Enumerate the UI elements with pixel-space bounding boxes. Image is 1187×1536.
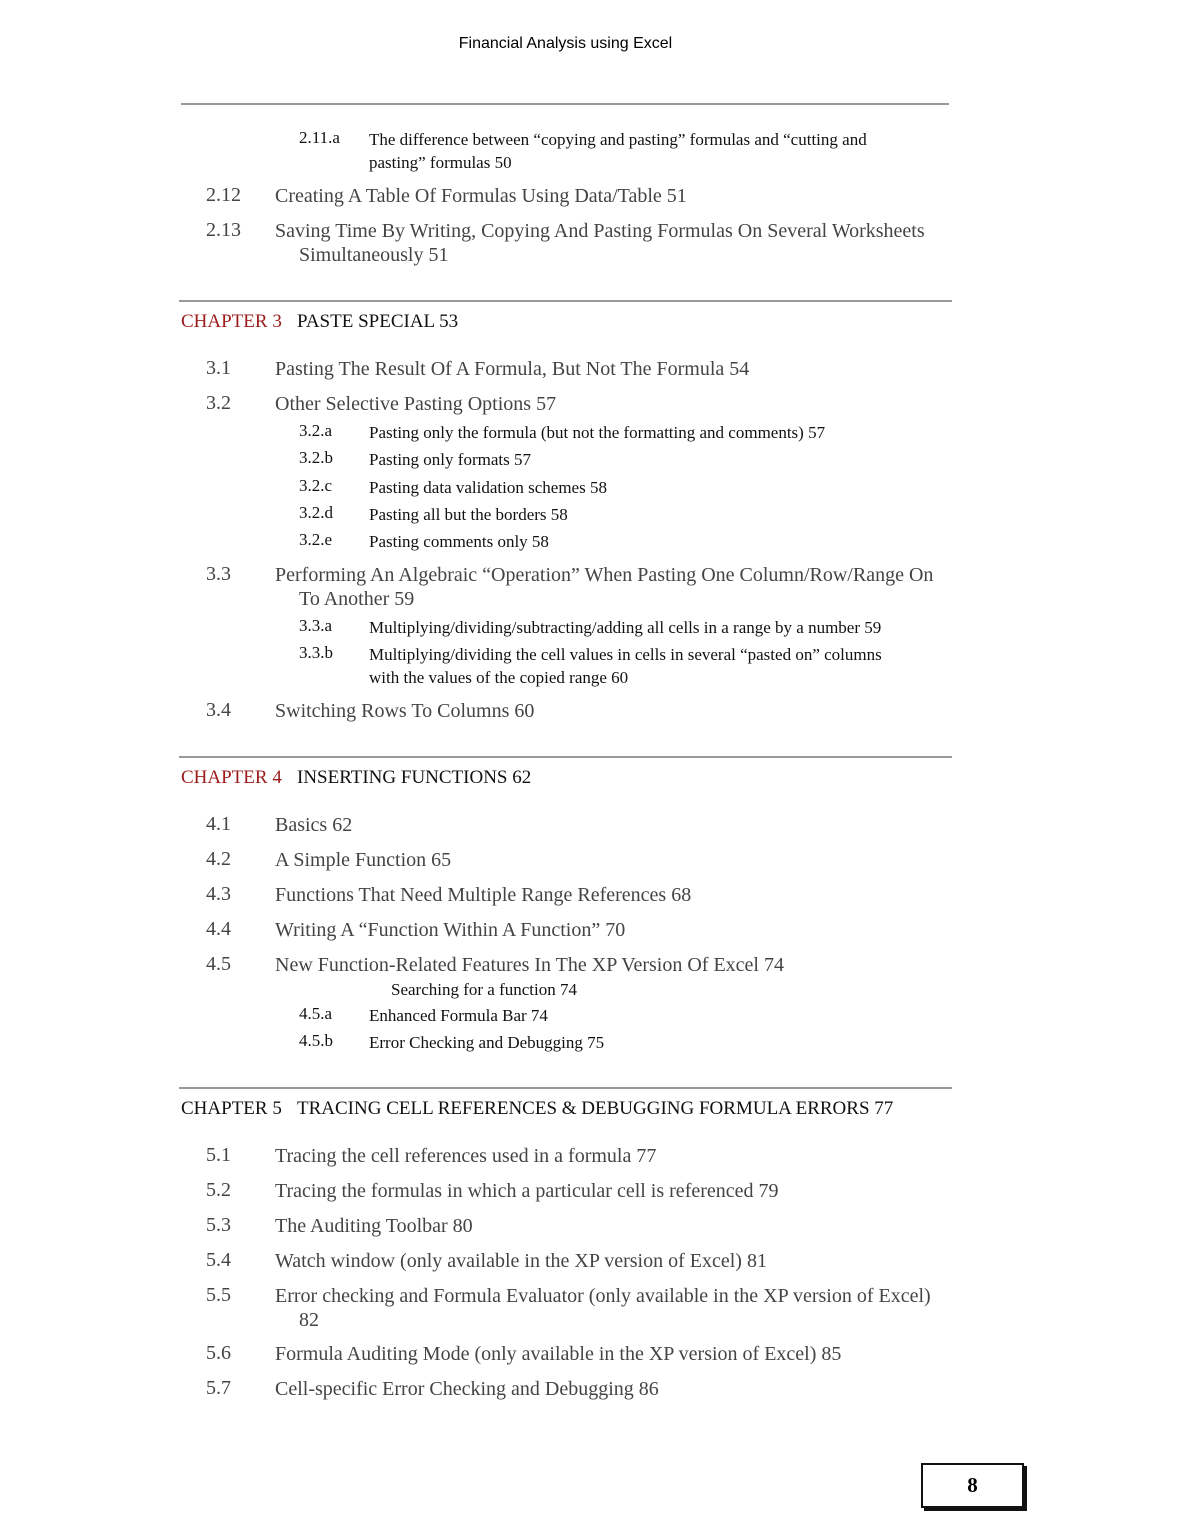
chapter-title: PASTE SPECIAL 53	[297, 311, 459, 332]
toc-entry-3-2-e[interactable]: Pasting comments only 58	[369, 532, 549, 551]
toc-entry-5-5-number: 5.5	[206, 1284, 231, 1306]
toc-entry-2-11-a[interactable]	[369, 128, 867, 174]
toc-entry-5-4[interactable]: Watch window (only available in the XP version of Excel) 81	[275, 1250, 767, 1272]
toc-entry-2-13[interactable]	[275, 219, 925, 267]
toc-entry-3-2-a[interactable]: Pasting only the formula (but not the formatting and comments) 57	[369, 423, 826, 442]
toc-entry-5-4-number: 5.4	[206, 1249, 231, 1271]
toc-entry-5-2-number: 5.2	[206, 1179, 231, 1201]
toc-entry-4-5-b[interactable]: Error Checking and Debugging 75	[369, 1033, 605, 1052]
chapter-title: INSERTING FUNCTIONS 62	[297, 767, 532, 788]
toc-entry-5-3-number: 5.3	[206, 1214, 231, 1236]
toc-entry-5-3[interactable]: The Auditing Toolbar 80	[275, 1215, 473, 1237]
toc-entry-5-1-number: 5.1	[206, 1144, 231, 1166]
toc-entry-line: The difference between “copying and pasting” formulas and “cutting and	[369, 130, 867, 149]
toc-entry-4-5-b-number: 4.5.b	[299, 1031, 333, 1050]
toc-entry-5-1[interactable]: Tracing the cell references used in a formula 77	[275, 1145, 657, 1167]
toc-entry-line: Performing An Algebraic “Operation” When Pasting One Column/Row/Range On	[275, 564, 934, 586]
toc-entry-3-1-number: 3.1	[206, 357, 231, 379]
chapter-label: CHAPTER 5	[181, 1098, 282, 1119]
toc-entry-3-2[interactable]: Other Selective Pasting Options 57	[275, 393, 557, 415]
chapter-5-heading[interactable]	[181, 1098, 893, 1120]
toc-entry-3-3[interactable]	[275, 563, 933, 611]
chapter-3-heading[interactable]	[181, 311, 458, 333]
toc-entry-3-3-a[interactable]: Multiplying/dividing/subtracting/adding all cells in a range by a number 59	[369, 618, 882, 637]
toc-entry-5-6[interactable]: Formula Auditing Mode (only available in the XP version of Excel) 85	[275, 1343, 842, 1365]
toc-entry-3-4[interactable]: Switching Rows To Columns 60	[275, 700, 535, 722]
toc-entry-4-4[interactable]: Writing A “Function Within A Function” 70	[275, 919, 626, 941]
chapter-divider	[179, 1087, 952, 1089]
toc-entry-2-11-a-number: 2.11.a	[299, 128, 340, 147]
toc-entry-3-2-c[interactable]: Pasting data validation schemes 58	[369, 478, 607, 497]
toc-entry-3-2-b-number: 3.2.b	[299, 448, 333, 467]
chapter-label: CHAPTER 3	[181, 311, 282, 332]
toc-entry-3-2-e-number: 3.2.e	[299, 530, 333, 549]
toc-entry-5-7-number: 5.7	[206, 1377, 231, 1399]
toc-entry-4-3-number: 4.3	[206, 883, 231, 905]
toc-entry-line: 82	[299, 1309, 319, 1331]
toc-entry-3-3-b[interactable]	[369, 643, 882, 689]
toc-entry-3-2-a-number: 3.2.a	[299, 421, 333, 440]
toc-entry-3-2-c-number: 3.2.c	[299, 476, 333, 495]
toc-entry-3-2-b[interactable]: Pasting only formats 57	[369, 450, 531, 469]
toc-entry-line: Saving Time By Writing, Copying And Pasting Formulas On Several Worksheets	[275, 220, 925, 242]
chapter-divider	[179, 756, 952, 758]
toc-entry-3-2-number: 3.2	[206, 392, 231, 414]
toc-entry-4-5-number: 4.5	[206, 953, 231, 975]
page-number: 8	[921, 1463, 1024, 1508]
toc-entry-3-1[interactable]: Pasting The Result Of A Formula, But Not The Formula 54	[275, 358, 750, 380]
toc-entry-4-2-number: 4.2	[206, 848, 231, 870]
toc-entry-3-4-number: 3.4	[206, 699, 231, 721]
header-divider	[181, 103, 949, 105]
toc-entry-3-2-d-number: 3.2.d	[299, 503, 333, 522]
toc-entry-line: Simultaneously 51	[299, 244, 449, 266]
toc-entry-2-13-number: 2.13	[206, 219, 241, 241]
toc-entry-4-4-number: 4.4	[206, 918, 231, 940]
toc-entry-3-3-a-number: 3.3.a	[299, 616, 333, 635]
chapter-title: TRACING CELL REFERENCES & DEBUGGING FORMULA ERRORS 77	[297, 1098, 894, 1119]
toc-entry-4-5[interactable]: New Function-Related Features In The XP Version Of Excel 74	[275, 954, 784, 976]
toc-entry-line: Multiplying/dividing the cell values in cells in several “pasted on” columns	[369, 645, 882, 664]
chapter-4-heading[interactable]	[181, 767, 531, 789]
toc-entry-2-12[interactable]: Creating A Table Of Formulas Using Data/Table 51	[275, 185, 687, 207]
toc-entry-4-1-number: 4.1	[206, 813, 231, 835]
toc-entry-line: pasting” formulas 50	[369, 153, 512, 172]
running-header: Financial Analysis using Excel	[458, 35, 673, 52]
toc-entry-3-3-b-number: 3.3.b	[299, 643, 333, 662]
toc-entry-line: Error checking and Formula Evaluator (only available in the XP version of Excel)	[275, 1285, 931, 1307]
toc-entry-5-2[interactable]: Tracing the formulas in which a particular cell is referenced 79	[275, 1180, 779, 1202]
toc-entry-4-1[interactable]: Basics 62	[275, 814, 353, 836]
toc-entry-4-3[interactable]: Functions That Need Multiple Range References 68	[275, 884, 692, 906]
toc-entry-4-5-a[interactable]: Enhanced Formula Bar 74	[369, 1006, 548, 1025]
toc-entry-5-5[interactable]	[275, 1284, 931, 1332]
toc-entry-4-5-a-number: 4.5.a	[299, 1004, 333, 1023]
toc-entry-line: To Another 59	[299, 588, 415, 610]
chapter-label: CHAPTER 4	[181, 767, 282, 788]
toc-entry-line: with the values of the copied range 60	[369, 668, 629, 687]
toc-entry-searching-for-a-function[interactable]: Searching for a function 74	[391, 980, 577, 999]
toc-entry-3-3-number: 3.3	[206, 563, 231, 585]
toc-entry-5-7[interactable]: Cell-specific Error Checking and Debugging 86	[275, 1378, 659, 1400]
toc-entry-5-6-number: 5.6	[206, 1342, 231, 1364]
toc-entry-2-12-number: 2.12	[206, 184, 241, 206]
chapter-divider	[179, 300, 952, 302]
toc-entry-4-2[interactable]: A Simple Function 65	[275, 849, 452, 871]
toc-entry-3-2-d[interactable]: Pasting all but the borders 58	[369, 505, 568, 524]
